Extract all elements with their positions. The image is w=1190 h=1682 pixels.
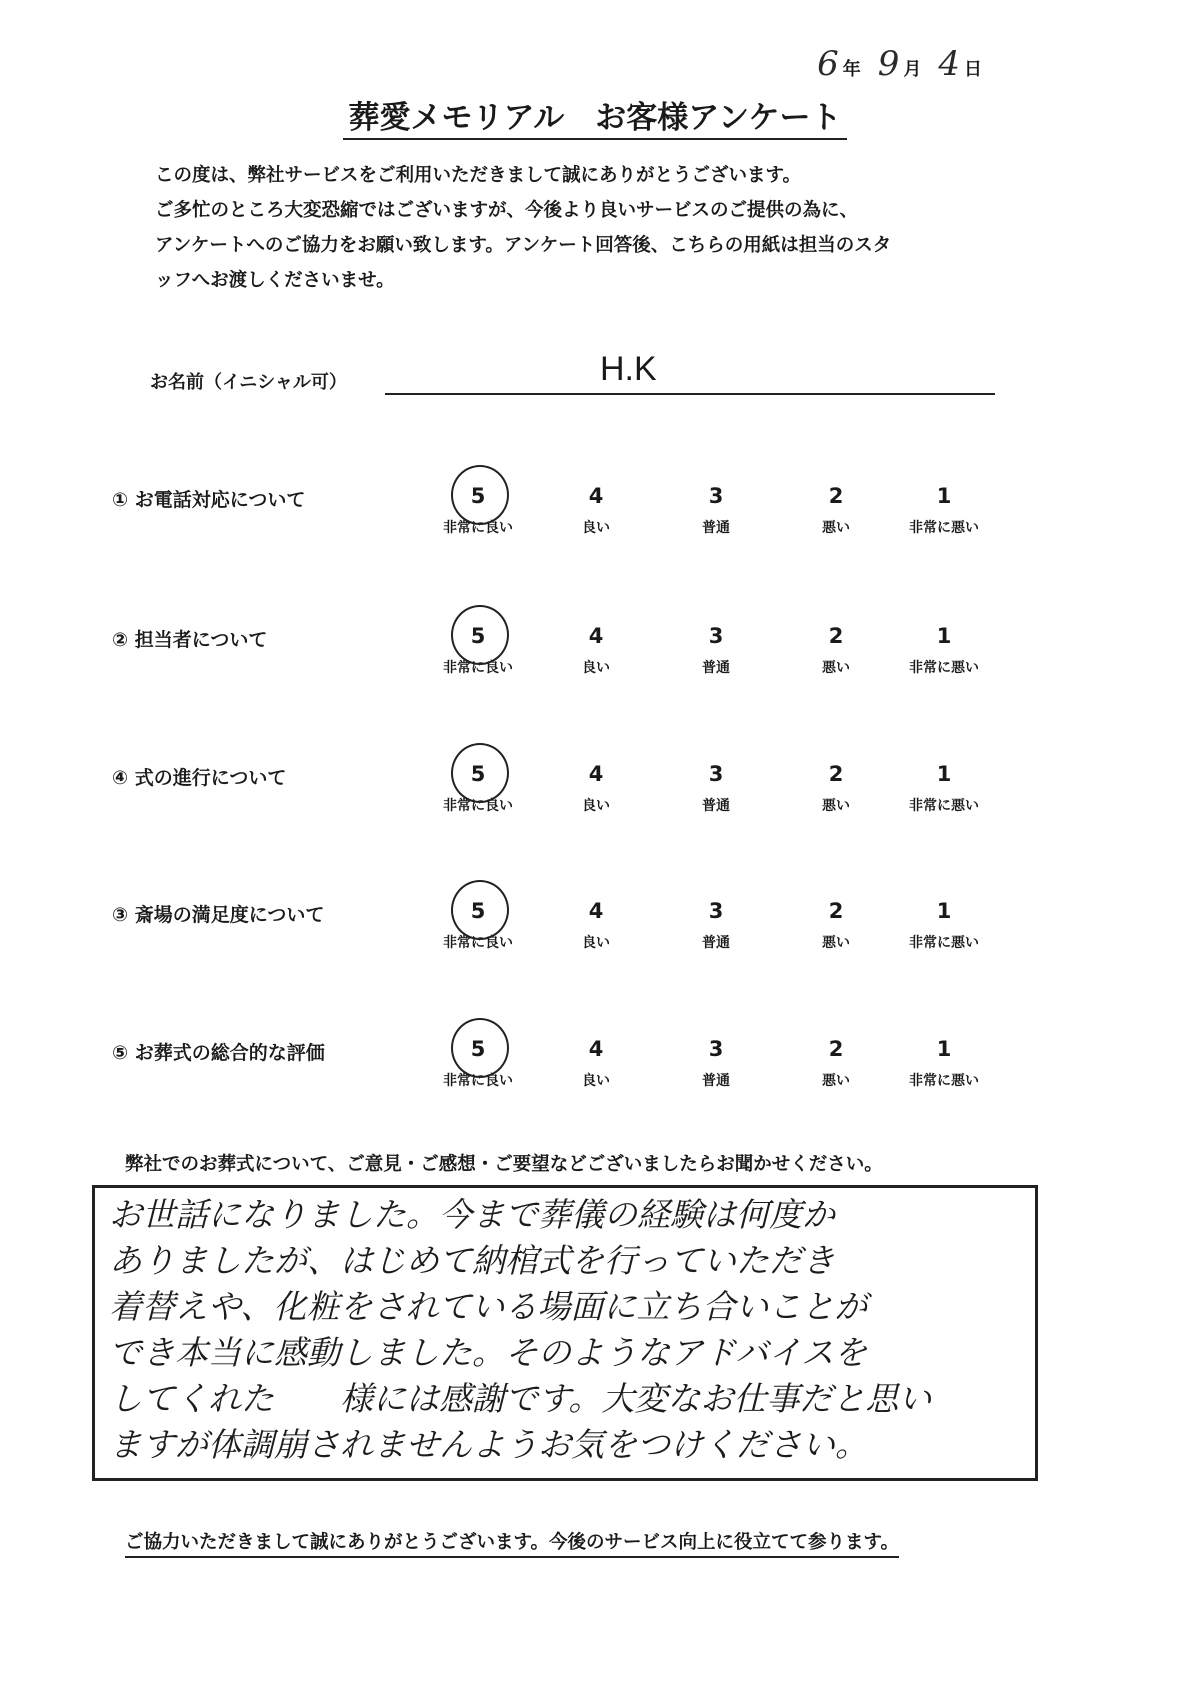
rating-value: 5 bbox=[470, 1037, 486, 1061]
rating-option-5[interactable] bbox=[423, 896, 533, 952]
comment-text bbox=[109, 1192, 1025, 1468]
rating-option-1[interactable] bbox=[889, 896, 999, 952]
selected-circle bbox=[451, 1018, 509, 1078]
rating-value: 1 bbox=[936, 899, 952, 923]
rating-option-2[interactable] bbox=[781, 759, 891, 815]
intro-line: ッフへお渡しくださいませ。 bbox=[155, 270, 395, 291]
rating-question bbox=[0, 763, 1190, 853]
rating-label: 普通 bbox=[702, 660, 730, 676]
comment-box[interactable] bbox=[92, 1185, 1038, 1481]
date-day: 4 bbox=[938, 44, 962, 84]
rating-label: 非常に良い bbox=[443, 660, 513, 676]
rating-value: 5 bbox=[470, 899, 486, 923]
rating-option-4[interactable] bbox=[541, 621, 651, 677]
rating-option-5[interactable] bbox=[423, 621, 533, 677]
rating-label: 普通 bbox=[702, 935, 730, 951]
rating-label: 非常に良い bbox=[443, 1073, 513, 1089]
rating-label: 良い bbox=[582, 1073, 610, 1089]
rating-value: 5 bbox=[470, 484, 486, 508]
rating-option-3[interactable] bbox=[661, 481, 771, 537]
rating-option-2[interactable] bbox=[781, 1034, 891, 1090]
rating-label: 普通 bbox=[702, 520, 730, 536]
rating-label: 非常に悪い bbox=[909, 935, 979, 951]
rating-option-4[interactable] bbox=[541, 481, 651, 537]
question-label: ④ 式の進行について bbox=[112, 767, 287, 789]
rating-option-3[interactable] bbox=[661, 896, 771, 952]
rating-label: 良い bbox=[582, 660, 610, 676]
comment-prompt: 弊社でのお葬式について、ご意見・ご感想・ご要望などございましたらお聞かせください。 bbox=[125, 1154, 883, 1175]
rating-option-1[interactable] bbox=[889, 759, 999, 815]
rating-option-5[interactable] bbox=[423, 759, 533, 815]
comment-line: でき本当に感動しました。そのようなアドバイスを bbox=[109, 1333, 868, 1372]
question-label: ③ 斎場の満足度について bbox=[112, 904, 325, 926]
rating-value: 4 bbox=[588, 1037, 604, 1061]
rating-label: 非常に悪い bbox=[909, 660, 979, 676]
rating-label: 普通 bbox=[702, 1073, 730, 1089]
rating-option-1[interactable] bbox=[889, 481, 999, 537]
rating-value: 5 bbox=[470, 762, 486, 786]
rating-value: 2 bbox=[828, 624, 844, 648]
rating-value: 3 bbox=[708, 484, 724, 508]
rating-question bbox=[0, 485, 1190, 575]
comment-line: お世話になりました。今まで葬儀の経験は何度か bbox=[109, 1195, 835, 1234]
name-field[interactable]: H.K bbox=[600, 350, 657, 388]
page-title: 葬愛メモリアル お客様アンケート bbox=[0, 92, 1190, 137]
name-field-line bbox=[385, 393, 995, 395]
comment-line: してくれた 様には感謝です。大変なお仕事だと思い bbox=[109, 1379, 932, 1418]
rating-label: 良い bbox=[582, 798, 610, 814]
rating-value: 1 bbox=[936, 484, 952, 508]
rating-value: 3 bbox=[708, 762, 724, 786]
rating-option-1[interactable] bbox=[889, 1034, 999, 1090]
footer-thanks: ご協力いただきまして誠にありがとうございます。今後のサービス向上に役立てて参ります。 bbox=[125, 1528, 899, 1558]
rating-question bbox=[0, 900, 1190, 990]
rating-option-3[interactable] bbox=[661, 759, 771, 815]
rating-option-2[interactable] bbox=[781, 481, 891, 537]
rating-value: 3 bbox=[708, 899, 724, 923]
rating-option-2[interactable] bbox=[781, 896, 891, 952]
intro-line: ご多忙のところ大変恐縮ではございますが、今後より良いサービスのご提供の為に、 bbox=[155, 200, 859, 221]
intro-line: この度は、弊社サービスをご利用いただきまして誠にありがとうございます。 bbox=[155, 165, 802, 186]
rating-value: 1 bbox=[936, 762, 952, 786]
rating-label: 非常に良い bbox=[443, 798, 513, 814]
rating-value: 1 bbox=[936, 624, 952, 648]
rating-value: 5 bbox=[470, 624, 486, 648]
rating-label: 非常に良い bbox=[443, 935, 513, 951]
comment-line: ますが体調崩されませんようお気をつけください。 bbox=[109, 1425, 868, 1464]
comment-line: ありましたが、はじめて納棺式を行っていただき bbox=[109, 1241, 835, 1280]
intro-line: アンケートへのご協力をお願い致します。アンケート回答後、こちらの用紙は担当のスタ bbox=[155, 235, 892, 256]
question-label: ② 担当者について bbox=[112, 629, 268, 651]
rating-option-2[interactable] bbox=[781, 621, 891, 677]
rating-label: 悪い bbox=[822, 660, 850, 676]
selected-circle bbox=[451, 605, 509, 665]
rating-value: 4 bbox=[588, 762, 604, 786]
rating-question bbox=[0, 625, 1190, 715]
date-year-unit: 年 bbox=[842, 59, 863, 80]
rating-value: 1 bbox=[936, 1037, 952, 1061]
rating-value: 2 bbox=[828, 1037, 844, 1061]
rating-option-1[interactable] bbox=[889, 621, 999, 677]
date-day-unit: 日 bbox=[964, 59, 984, 80]
comment-line: 着替えや、化粧をされている場面に立ち合いことが bbox=[109, 1287, 868, 1326]
rating-value: 2 bbox=[828, 484, 844, 508]
rating-value: 4 bbox=[588, 624, 604, 648]
rating-question bbox=[0, 1038, 1190, 1128]
question-label: ⑤ お葬式の総合的な評価 bbox=[112, 1042, 325, 1064]
rating-label: 非常に悪い bbox=[909, 798, 979, 814]
rating-option-4[interactable] bbox=[541, 1034, 651, 1090]
selected-circle bbox=[451, 465, 509, 525]
rating-option-4[interactable] bbox=[541, 759, 651, 815]
rating-label: 悪い bbox=[822, 935, 850, 951]
rating-label: 良い bbox=[582, 935, 610, 951]
rating-value: 2 bbox=[828, 762, 844, 786]
date-month-unit: 月 bbox=[903, 59, 924, 80]
rating-value: 2 bbox=[828, 899, 844, 923]
rating-label: 非常に悪い bbox=[909, 1073, 979, 1089]
rating-option-5[interactable] bbox=[423, 1034, 533, 1090]
rating-option-3[interactable] bbox=[661, 621, 771, 677]
rating-value: 3 bbox=[708, 1037, 724, 1061]
rating-option-4[interactable] bbox=[541, 896, 651, 952]
selected-circle bbox=[451, 743, 509, 803]
rating-label: 非常に悪い bbox=[909, 520, 979, 536]
rating-label: 非常に良い bbox=[443, 520, 513, 536]
rating-label: 悪い bbox=[822, 798, 850, 814]
rating-value: 3 bbox=[708, 624, 724, 648]
rating-value: 4 bbox=[588, 899, 604, 923]
date-year: 6 bbox=[817, 44, 841, 84]
name-label: お名前（イニシャル可） bbox=[150, 372, 347, 393]
rating-value: 4 bbox=[588, 484, 604, 508]
rating-label: 悪い bbox=[822, 1073, 850, 1089]
rating-label: 良い bbox=[582, 520, 610, 536]
survey-date bbox=[817, 44, 990, 84]
selected-circle bbox=[451, 880, 509, 940]
rating-label: 悪い bbox=[822, 520, 850, 536]
question-label: ① お電話対応について bbox=[112, 489, 306, 511]
date-month: 9 bbox=[877, 44, 902, 84]
intro-text bbox=[155, 158, 1035, 298]
rating-label: 普通 bbox=[702, 798, 730, 814]
rating-option-5[interactable] bbox=[423, 481, 533, 537]
rating-option-3[interactable] bbox=[661, 1034, 771, 1090]
